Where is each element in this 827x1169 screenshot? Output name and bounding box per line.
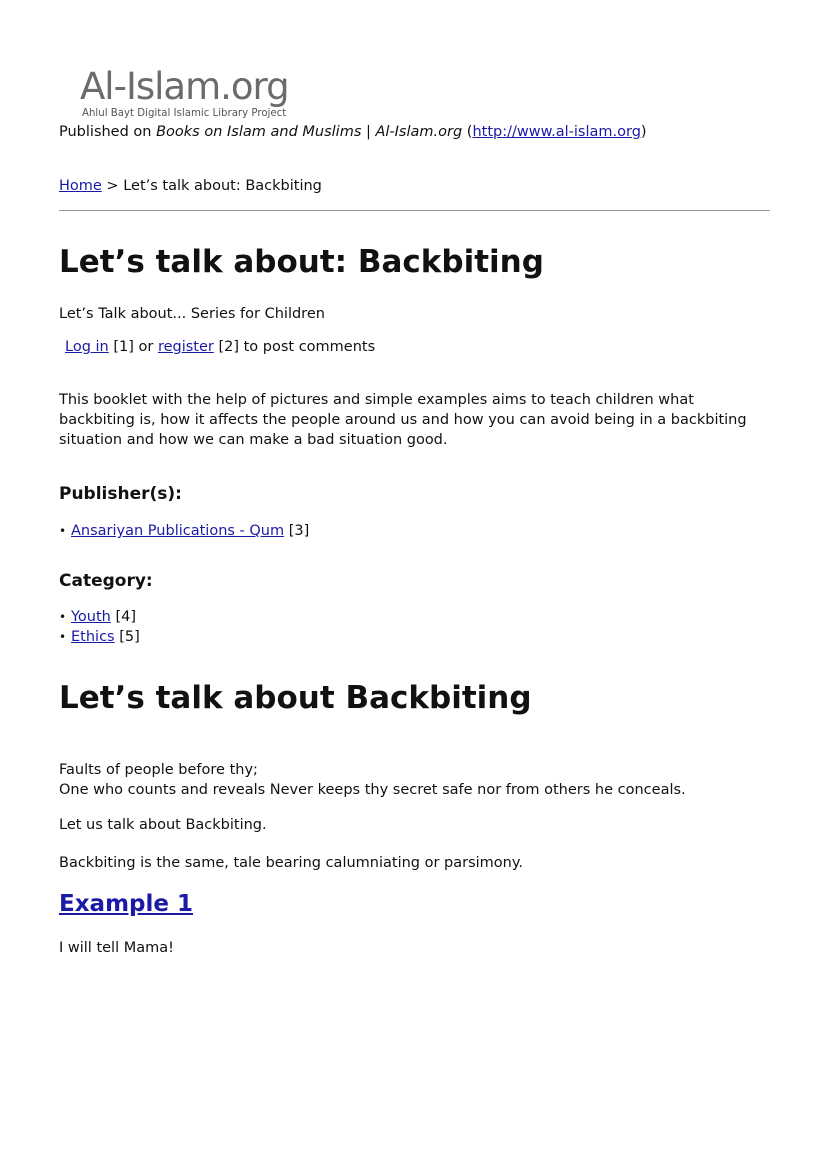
publisher-link[interactable]: Ansariyan Publications - Qum <box>71 523 285 539</box>
bullet-icon: • <box>59 630 67 644</box>
poem-line: Faults of people before thy; <box>59 762 258 778</box>
register-link[interactable]: register <box>157 339 214 355</box>
bullet-icon: • <box>59 524 67 538</box>
category-heading: Category: <box>59 571 153 591</box>
category-link-ethics[interactable]: Ethics <box>71 629 115 645</box>
logo-tagline: Ahlul Bayt Digital Islamic Library Project <box>82 108 287 119</box>
section-title: Let’s talk about Backbiting <box>59 680 532 716</box>
published-open: ( <box>462 124 473 140</box>
page-title: Let’s talk about: Backbiting <box>59 244 544 280</box>
series-label: Let’s Talk about... Series for Children <box>59 306 325 322</box>
logo-wordmark: Al-Islam.org <box>80 65 289 108</box>
login-link[interactable]: Log in <box>65 339 109 355</box>
published-site: Books on Islam and Muslims | Al-Islam.org <box>156 124 463 140</box>
bullet-icon: • <box>59 610 67 624</box>
body-paragraph: Backbiting is the same, tale bearing calumniating or parsimony. <box>59 855 523 871</box>
login-prompt <box>65 339 375 355</box>
breadcrumb-separator: > <box>101 178 124 194</box>
published-prefix: Published on <box>59 124 157 140</box>
breadcrumb <box>59 178 322 194</box>
example-heading <box>59 891 193 917</box>
list-item <box>59 521 309 541</box>
poem <box>59 760 686 800</box>
publishers-list <box>59 521 309 541</box>
breadcrumb-home-link[interactable]: Home <box>59 178 102 194</box>
al-islam-logo-icon <box>80 64 312 120</box>
header-divider <box>59 210 770 211</box>
publisher-ref: [3] <box>284 523 310 539</box>
category-ref: [5] <box>114 629 140 645</box>
category-ref: [4] <box>110 609 137 625</box>
poem-line: One who counts and reveals Never keeps thy secret safe nor from others he conceals. <box>59 782 686 798</box>
list-item <box>59 607 140 627</box>
site-url-link[interactable]: http://www.al-islam.org <box>472 124 641 140</box>
list-item <box>59 627 140 647</box>
register-ref: [2] to post comments <box>213 339 376 355</box>
intro-paragraph: This booklet with the help of pictures and simple examples aims to teach children what backbiting is, how it affects the people around us and how you can avoid being in a backbiting situation and how we can make a bad situation good. <box>59 392 747 448</box>
body-paragraph: Let us talk about Backbiting. <box>59 817 267 833</box>
site-logo[interactable] <box>80 64 312 120</box>
publishers-heading: Publisher(s): <box>59 484 182 504</box>
category-list <box>59 607 140 647</box>
category-link-youth[interactable]: Youth <box>71 609 111 625</box>
published-close: ) <box>640 124 647 140</box>
login-ref: [1] or <box>108 339 158 355</box>
breadcrumb-current: Let’s talk about: Backbiting <box>123 178 322 194</box>
example-text: I will tell Mama! <box>59 940 174 956</box>
published-line <box>59 124 647 140</box>
example-1-link[interactable]: Example 1 <box>59 891 193 917</box>
